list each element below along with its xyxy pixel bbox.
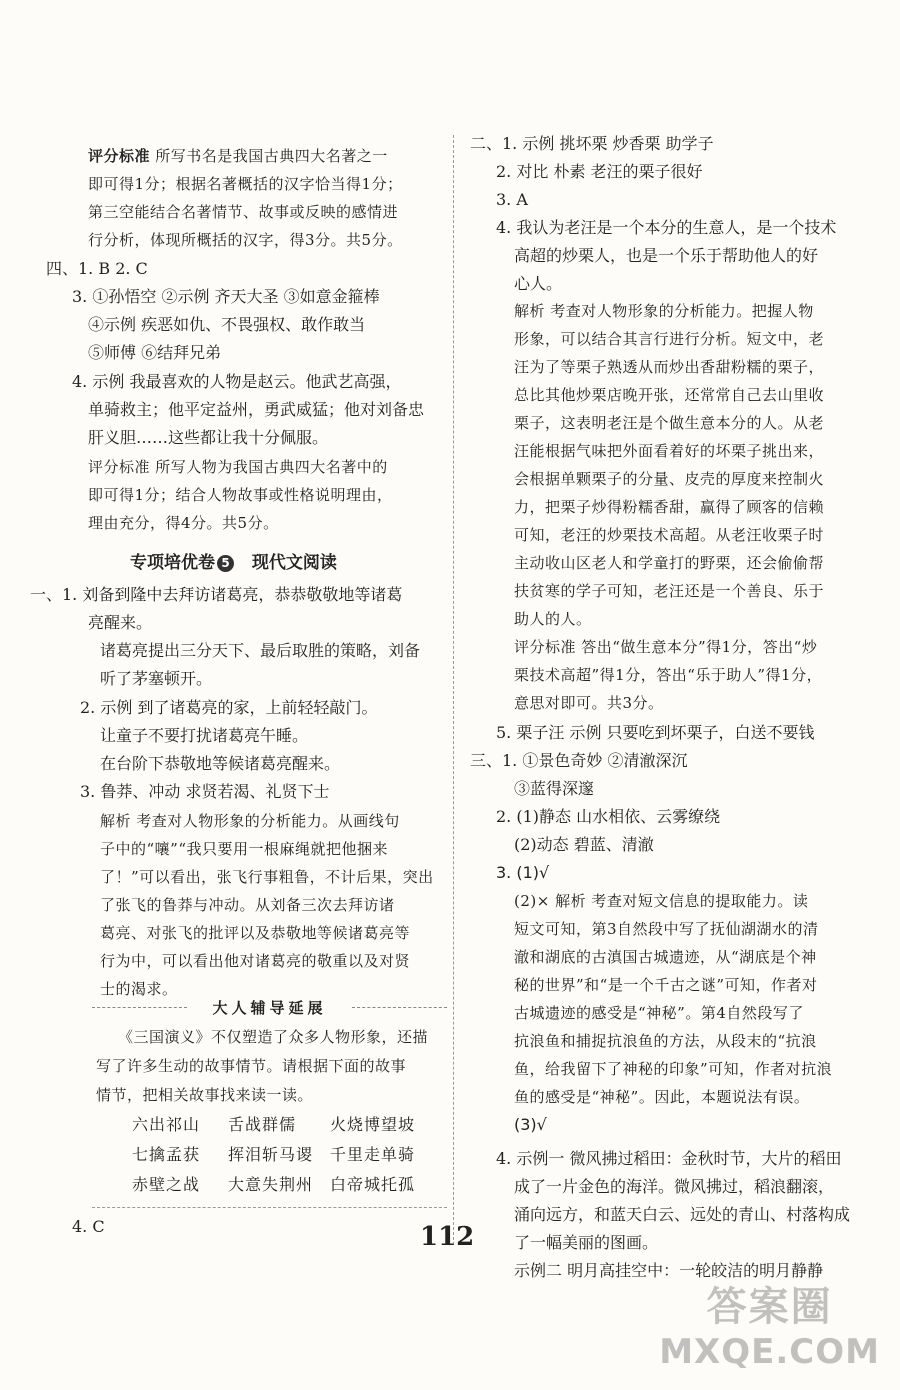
story-item: 火烧博望坡 (330, 1115, 416, 1134)
text-line: 澈和湖底的古滇国古城遗迹，从“湖底是个神 (514, 948, 817, 966)
text-line: 总比其他炒栗店晚开张，还常常自己去山里收 (514, 386, 825, 404)
text-line: 鱼的感受是“神秘”。因此，本题说法有误。 (514, 1088, 810, 1106)
text-line: 写了许多生动的故事情节。请根据下面的故事 (96, 1057, 407, 1075)
text-line: 助人的人。 (514, 610, 592, 628)
text-line: ③蓝得深邃 (514, 779, 595, 798)
text-line: 了！”可以看出，张飞行事粗鲁，不计后果，突出 (100, 868, 434, 886)
text-line: 评分标准 答出“做生意本分”得1分，答出“炒 (514, 638, 818, 656)
text-line: 即可得1分；结合人物故事或性格说明理由， (88, 486, 393, 504)
story-item: 七擒孟获 (132, 1145, 201, 1164)
text-line: 葛亮、对张飞的批评以及恭敬地等候诸葛亮等 (100, 924, 411, 942)
text-line: 了一幅美丽的图画。 (514, 1233, 659, 1252)
text-line: 鱼，给我留下了神秘的印象”可知，作者对抗浪 (514, 1060, 833, 1078)
text-line: 秘的世界”和“是一个千古之谜”可知，作者对 (514, 976, 818, 994)
text-line: 3. A (496, 190, 528, 209)
text-line: 涌向远方，和蓝天白云、远处的青山、村落构成 (514, 1205, 851, 1224)
text-line: (2)× 解析 考查对短文信息的提取能力。读 (514, 892, 809, 910)
text-line: 意思对即可。共3分。 (514, 694, 664, 712)
text-line: 理由充分，得4分。共5分。 (88, 514, 279, 532)
text-line: 4. C (72, 1217, 105, 1236)
text-line: 3. 鲁莽、冲动 求贤若渴、礼贤下士 (80, 782, 330, 801)
text-line: 高超的炒栗人，也是一个乐于帮助他人的好 (514, 246, 819, 265)
text-line: 2. (1)静态 山水相依、云雾缭绕 (496, 807, 721, 826)
text-line: 古城遗迹的感受是“神秘”。第4自然段写了 (514, 1004, 804, 1022)
section-number-badge: 5 (217, 555, 234, 572)
extension-title: 大人辅导延展 (92, 997, 447, 1018)
story-item: 千里走单骑 (330, 1145, 416, 1164)
text-line: 扶贫寒的学子可知，老汪还是一个善良、乐于 (514, 582, 825, 600)
section-title: 专项培优卷 5 现代文阅读 (130, 553, 337, 573)
text-line: ④示例 疾恶如仇、不畏强权、敢作敢当 (88, 315, 366, 334)
text-line: 汪为了等栗子熟透从而炒出香甜粉糯的栗子， (514, 358, 825, 376)
text-line: 让童子不要打扰诸葛亮午睡。 (100, 726, 309, 745)
text-line: 会根据单颗栗子的分量、皮壳的厚度来控制火 (514, 470, 825, 488)
text-line: 四、1. B 2. C (46, 259, 148, 278)
text-line: 成了一片金色的海洋。微风拂过，稻浪翻滚， (514, 1177, 835, 1196)
text-line: 《三国演义》不仅塑造了众多人物形象，还描 (118, 1028, 429, 1046)
text-line: 力，把栗子炒得粉糯香甜，赢得了顾客的信赖 (514, 498, 825, 516)
text-line: 行分析，体现所概括的汉字，得3分。共5分。 (88, 231, 403, 249)
story-item: 白帝城托孤 (330, 1175, 416, 1194)
text-line: 抗浪鱼和捕捉抗浪鱼的方法，从段末的“抗浪 (514, 1032, 817, 1050)
text-line: 诸葛亮提出三分天下、最后取胜的策略，刘备 (100, 641, 421, 660)
text-line: 示例二 明月高挂空中：一轮皎洁的明月静静 (514, 1261, 824, 1280)
text-line: (3)√ (514, 1115, 547, 1134)
text-line: 单骑救主；他平定益州，勇武威猛；他对刘备忠 (88, 400, 425, 419)
text-line: 栗子，这表明老汪是个做生意本分的人。从老 (514, 414, 825, 432)
text-line: 二、1. 示例 挑坏栗 炒香栗 助学子 (470, 134, 714, 153)
text-line: 即可得1分；根据名著概括的汉字恰当得1分； (88, 175, 403, 193)
story-item: 六出祁山 (132, 1115, 201, 1134)
text-line: ⑤师傅 ⑥结拜兄弟 (88, 343, 222, 362)
text-line: 短文可知，第3自然段中写了抚仙湖湖水的清 (514, 920, 819, 938)
text-line: 听了茅塞顿开。 (100, 669, 213, 688)
text-line: 3. ①孙悟空 ②示例 齐天大圣 ③如意金箍棒 (72, 287, 380, 306)
text-line: (2)动态 碧蓝、清澈 (514, 835, 654, 854)
page-number: 112 (420, 1222, 475, 1252)
text-line: 可知，老汪的炒栗技术高超。从老汪收栗子时 (514, 526, 825, 544)
story-item: 挥泪斩马谡 (228, 1145, 314, 1164)
text-line: 肝义胆……这些都让我十分佩服。 (88, 428, 329, 447)
text-line: 士的渴求。 (100, 980, 178, 998)
story-item: 大意失荆州 (228, 1175, 314, 1194)
story-item: 赤壁之战 (132, 1175, 201, 1194)
column-divider (453, 135, 454, 1245)
text-line: 子中的“嚷”“我只要用一根麻绳就把他捆来 (100, 840, 389, 858)
text-line: 4. 示例一 微风拂过稻田：金秋时节，大片的稻田 (496, 1149, 842, 1168)
text-line: 心人。 (514, 274, 563, 293)
watermark-logo: 答案圈 MXQE.COM (659, 1284, 880, 1372)
text-line: 汪能根据气味把外面看着好的坏栗子挑出来， (514, 442, 825, 460)
text-line: 了张飞的鲁莽与冲动。从刘备三次去拜访诸 (100, 896, 395, 914)
text-line: 4. 示例 我最喜欢的人物是赵云。他武艺高强， (72, 372, 402, 391)
text-line: 三、1. ①景色奇妙 ②清澈深沉 (470, 751, 688, 770)
text-line: 4. 我认为老汪是一个本分的生意人，是一个技术 (496, 218, 837, 237)
text-line: 评分标准 所写书名是我国古典四大名著之一 (88, 147, 388, 165)
text-line: 情节，把相关故事找来读一读。 (96, 1086, 314, 1104)
text-line: 2. 对比 朴素 老汪的栗子很好 (496, 162, 703, 181)
text-line: 亮醒来。 (88, 613, 153, 632)
text-line: 一、1. 刘备到隆中去拜访诸葛亮，恭恭敬敬地等诸葛 (30, 585, 403, 604)
text-line: 形象，可以结合其言行进行分析。短文中，老 (514, 330, 825, 348)
text-line: 3. (1)√ (496, 863, 550, 882)
text-line: 解析 考查对人物形象的分析能力。从画线句 (100, 812, 400, 830)
text-line: 在台阶下恭敬地等候诸葛亮醒来。 (100, 754, 341, 773)
story-item: 舌战群儒 (228, 1115, 297, 1134)
text-line: 评分标准 所写人物为我国古典四大名著中的 (88, 458, 388, 476)
text-line: 5. 栗子汪 示例 只要吃到坏栗子，白送不要钱 (496, 723, 815, 742)
text-line: 栗技术高超”得1分，答出“乐于助人”得1分， (514, 666, 823, 684)
text-line: 解析 考查对人物形象的分析能力。把握人物 (514, 302, 814, 320)
text-line: 第三空能结合名著情节、故事或反映的感情进 (88, 203, 399, 221)
text-line: 行为中，可以看出他对诸葛亮的敬重以及对贤 (100, 952, 411, 970)
text-line: 2. 示例 到了诸葛亮的家，上前轻轻敲门。 (80, 698, 378, 717)
text-line: 主动收山区老人和学童打的野栗，还会偷偷帮 (514, 554, 825, 572)
